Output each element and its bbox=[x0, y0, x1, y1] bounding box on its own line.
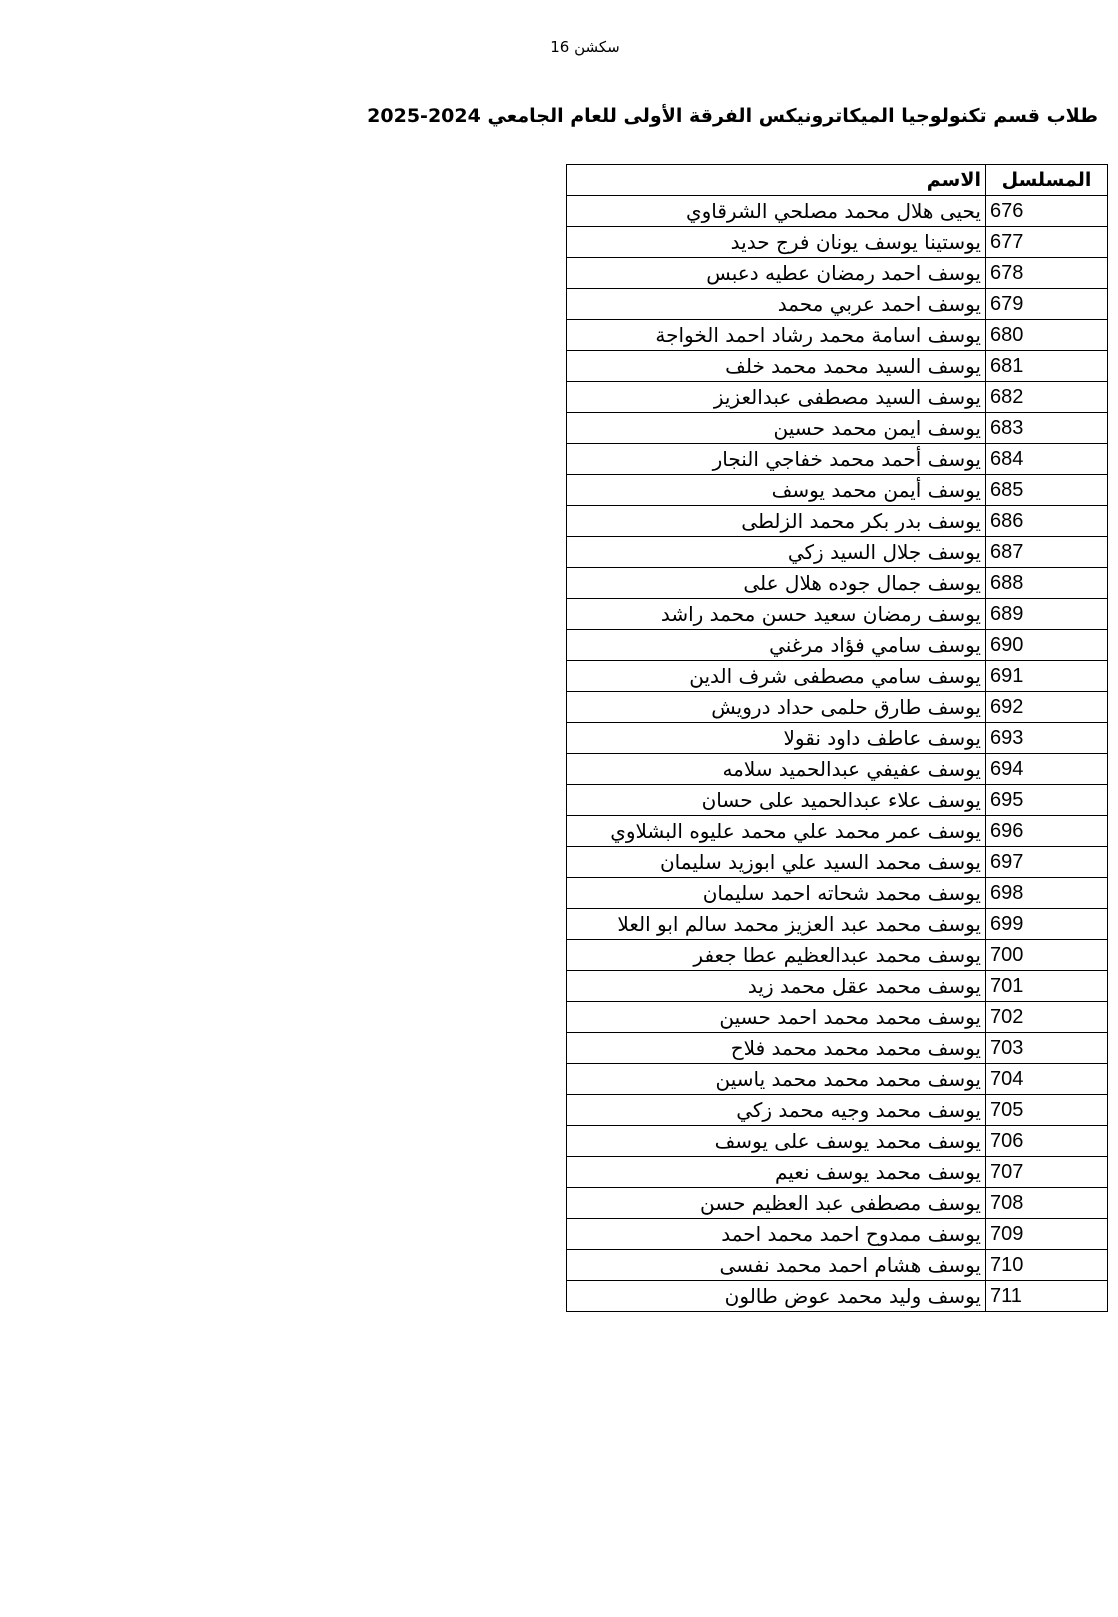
table-row bbox=[567, 940, 1108, 971]
table-row bbox=[567, 258, 1108, 289]
table-row bbox=[567, 1188, 1108, 1219]
column-header-serial: المسلسل bbox=[986, 165, 1108, 196]
serial-cell: 685 bbox=[986, 475, 1108, 506]
table-row bbox=[567, 506, 1108, 537]
table-row bbox=[567, 227, 1108, 258]
serial-cell: 706 bbox=[986, 1126, 1108, 1157]
table-row bbox=[567, 661, 1108, 692]
table-row bbox=[567, 289, 1108, 320]
table-row bbox=[567, 1250, 1108, 1281]
serial-cell: 701 bbox=[986, 971, 1108, 1002]
table-row bbox=[567, 599, 1108, 630]
table-row bbox=[567, 351, 1108, 382]
serial-cell: 683 bbox=[986, 413, 1108, 444]
serial-cell: 710 bbox=[986, 1250, 1108, 1281]
student-name-cell: يوسف السيد محمد محمد خلف bbox=[567, 351, 986, 382]
student-name-cell: يوسف محمد يوسف على يوسف bbox=[567, 1126, 986, 1157]
serial-cell: 690 bbox=[986, 630, 1108, 661]
serial-cell: 682 bbox=[986, 382, 1108, 413]
student-name-cell: يوسف عمر محمد علي محمد عليوه البشلاوي bbox=[567, 816, 986, 847]
table-row bbox=[567, 1126, 1108, 1157]
serial-cell: 677 bbox=[986, 227, 1108, 258]
student-name-cell: يوسف احمد عربي محمد bbox=[567, 289, 986, 320]
table-row bbox=[567, 847, 1108, 878]
serial-cell: 681 bbox=[986, 351, 1108, 382]
serial-cell: 709 bbox=[986, 1219, 1108, 1250]
table-row bbox=[567, 1095, 1108, 1126]
serial-cell: 688 bbox=[986, 568, 1108, 599]
serial-cell: 695 bbox=[986, 785, 1108, 816]
student-name-cell: يوسف بدر بكر محمد الزلطى bbox=[567, 506, 986, 537]
serial-cell: 696 bbox=[986, 816, 1108, 847]
table-row bbox=[567, 1033, 1108, 1064]
student-name-cell: يوسف محمد السيد علي ابوزيد سليمان bbox=[567, 847, 986, 878]
table-header-row bbox=[567, 165, 1108, 196]
table-row bbox=[567, 1064, 1108, 1095]
student-name-cell: يوسف محمد شحاته احمد سليمان bbox=[567, 878, 986, 909]
serial-cell: 686 bbox=[986, 506, 1108, 537]
student-name-cell: يوسف عاطف داود نقولا bbox=[567, 723, 986, 754]
serial-cell: 702 bbox=[986, 1002, 1108, 1033]
section-label: سكشن 16 bbox=[550, 38, 620, 56]
serial-cell: 680 bbox=[986, 320, 1108, 351]
serial-cell: 692 bbox=[986, 692, 1108, 723]
student-name-cell: يوسف محمد وجيه محمد زكي bbox=[567, 1095, 986, 1126]
student-name-cell: يوسف رمضان سعيد حسن محمد راشد bbox=[567, 599, 986, 630]
student-name-cell: يوستينا يوسف يونان فرج حديد bbox=[567, 227, 986, 258]
student-name-cell: يوسف السيد مصطفى عبدالعزيز bbox=[567, 382, 986, 413]
table-row bbox=[567, 909, 1108, 940]
table-row bbox=[567, 971, 1108, 1002]
student-name-cell: يوسف محمد عقل محمد زيد bbox=[567, 971, 986, 1002]
serial-cell: 703 bbox=[986, 1033, 1108, 1064]
student-name-cell: يوسف محمد محمد احمد حسين bbox=[567, 1002, 986, 1033]
table-row bbox=[567, 1219, 1108, 1250]
student-name-cell: يوسف طارق حلمى حداد درويش bbox=[567, 692, 986, 723]
table-row bbox=[567, 1281, 1108, 1312]
table-row bbox=[567, 320, 1108, 351]
serial-cell: 693 bbox=[986, 723, 1108, 754]
serial-cell: 691 bbox=[986, 661, 1108, 692]
table-row bbox=[567, 475, 1108, 506]
serial-cell: 676 bbox=[986, 196, 1108, 227]
table-body bbox=[567, 196, 1108, 1312]
table-row bbox=[567, 754, 1108, 785]
student-name-cell: يوسف أيمن محمد يوسف bbox=[567, 475, 986, 506]
student-name-cell: يوسف محمد عبد العزيز محمد سالم ابو العلا bbox=[567, 909, 986, 940]
student-name-cell: يوسف هشام احمد محمد نفسى bbox=[567, 1250, 986, 1281]
serial-cell: 711 bbox=[986, 1281, 1108, 1312]
table-row bbox=[567, 1157, 1108, 1188]
serial-cell: 708 bbox=[986, 1188, 1108, 1219]
page-title: طلاب قسم تكنولوجيا الميكاترونيكس الفرقة الأولى للعام الجامعي 2024-2025 bbox=[367, 105, 1098, 127]
student-name-cell: يوسف مصطفى عبد العظيم حسن bbox=[567, 1188, 986, 1219]
table-row bbox=[567, 816, 1108, 847]
serial-cell: 707 bbox=[986, 1157, 1108, 1188]
student-name-cell: يحيى هلال محمد مصلحي الشرقاوي bbox=[567, 196, 986, 227]
serial-cell: 700 bbox=[986, 940, 1108, 971]
column-header-name: الاسم bbox=[567, 165, 986, 196]
serial-cell: 704 bbox=[986, 1064, 1108, 1095]
serial-cell: 699 bbox=[986, 909, 1108, 940]
student-name-cell: يوسف علاء عبدالحميد على حسان bbox=[567, 785, 986, 816]
table-row bbox=[567, 568, 1108, 599]
student-roster-table bbox=[566, 164, 1108, 1312]
table-row bbox=[567, 1002, 1108, 1033]
student-name-cell: يوسف محمد يوسف نعيم bbox=[567, 1157, 986, 1188]
table-row bbox=[567, 692, 1108, 723]
student-name-cell: يوسف عفيفي عبدالحميد سلامه bbox=[567, 754, 986, 785]
student-name-cell: يوسف محمد عبدالعظيم عطا جعفر bbox=[567, 940, 986, 971]
serial-cell: 684 bbox=[986, 444, 1108, 475]
student-name-cell: يوسف سامي فؤاد مرغني bbox=[567, 630, 986, 661]
table-row bbox=[567, 630, 1108, 661]
table-row bbox=[567, 723, 1108, 754]
serial-cell: 687 bbox=[986, 537, 1108, 568]
table-header bbox=[567, 165, 1108, 196]
student-name-cell: يوسف وليد محمد عوض طالون bbox=[567, 1281, 986, 1312]
student-name-cell: يوسف اسامة محمد رشاد احمد الخواجة bbox=[567, 320, 986, 351]
table-row bbox=[567, 785, 1108, 816]
table-row bbox=[567, 413, 1108, 444]
serial-cell: 678 bbox=[986, 258, 1108, 289]
serial-cell: 697 bbox=[986, 847, 1108, 878]
student-name-cell: يوسف سامي مصطفى شرف الدين bbox=[567, 661, 986, 692]
table-row bbox=[567, 878, 1108, 909]
student-name-cell: يوسف محمد محمد محمد فلاح bbox=[567, 1033, 986, 1064]
table-row bbox=[567, 382, 1108, 413]
table-row bbox=[567, 444, 1108, 475]
table-row bbox=[567, 196, 1108, 227]
student-name-cell: يوسف محمد محمد محمد ياسين bbox=[567, 1064, 986, 1095]
student-name-cell: يوسف ممدوح احمد محمد احمد bbox=[567, 1219, 986, 1250]
serial-cell: 689 bbox=[986, 599, 1108, 630]
serial-cell: 679 bbox=[986, 289, 1108, 320]
table-row bbox=[567, 537, 1108, 568]
serial-cell: 694 bbox=[986, 754, 1108, 785]
serial-cell: 705 bbox=[986, 1095, 1108, 1126]
student-name-cell: يوسف أحمد محمد خفاجي النجار bbox=[567, 444, 986, 475]
student-name-cell: يوسف ايمن محمد حسين bbox=[567, 413, 986, 444]
student-name-cell: يوسف جلال السيد زكي bbox=[567, 537, 986, 568]
student-name-cell: يوسف احمد رمضان عطيه دعبس bbox=[567, 258, 986, 289]
student-name-cell: يوسف جمال جوده هلال على bbox=[567, 568, 986, 599]
serial-cell: 698 bbox=[986, 878, 1108, 909]
